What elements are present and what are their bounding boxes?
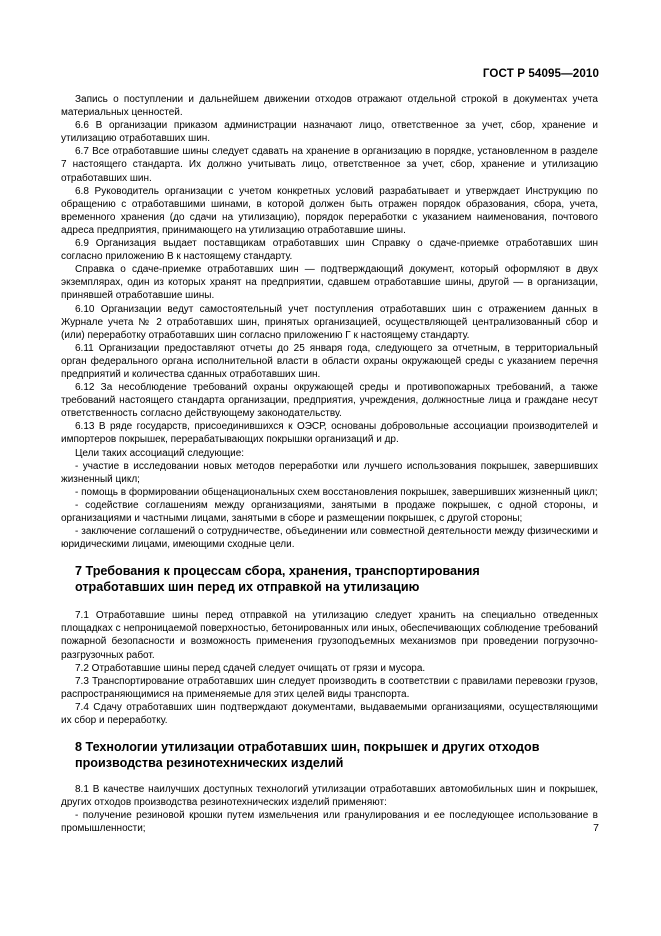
paragraph-6-11: 6.11 Организации предоставляют отчеты до 25 января года, следующего за отчетным, в территориальный орган федерального органа исполнительной власти в области охраны окружающей среды с указанием перечня предприятий и количества сданных отработавших шин. bbox=[61, 342, 598, 380]
paragraph-reference-note: Справка о сдаче-приемке отработавших шин — подтверждающий документ, который оформляют в двух экземплярах, один из которых хранят на предприятии, сдавшем отработавшие шины, другой — в организации, принявшей отработавшие шины. bbox=[61, 264, 598, 302]
list-item-goal-1: - участие в исследовании новых методов переработки или лучшего использования покрышек, завершивших жизненный цикл; bbox=[61, 460, 598, 485]
section-8-heading-line-1: 8 Технологии утилизации отработавших шин, покрышек и других отходов bbox=[75, 740, 540, 755]
list-item-goal-4: - заключение соглашений о сотрудничестве, объединении или совместной деятельности между физическими и юридическими лицами, имеющими сходные цели. bbox=[61, 526, 598, 551]
paragraph-6-6: 6.6 В организации приказом администрации назначают лицо, ответственное за учет, сбор, хранение и утилизацию отработавших шин. bbox=[61, 120, 598, 145]
paragraph-7-4: 7.4 Сдачу отработавших шин подтверждают документами, выдаваемыми организациями, осуществляющими их сбор и переработку. bbox=[61, 701, 598, 727]
paragraph-7-3: 7.3 Транспортирование отработавших шин следует производить в соответствии с правилами перевозки грузов, распространяющимися на применяемые для этих целей виды транспорта. bbox=[61, 675, 598, 700]
paragraph-7-2: 7.2 Отработавшие шины перед сдачей следует очищать от грязи и мусора. bbox=[75, 662, 426, 674]
section-8-heading-line-2: производства резинотехнических изделий bbox=[75, 755, 344, 770]
paragraph-6-13: 6.13 В ряде государств, присоединившихся к ОЭСР, основаны добровольные ассоциации производителей и импортеров покрышек, перерабатывающих покрышки организаций и др. bbox=[61, 421, 598, 446]
paragraph-6-8: 6.8 Руководитель организации с учетом конкретных условий разрабатывает и утверждает Инструкцию по обращению с отработавшими шинами, в которой должен быть отражен порядок образования, сбора, учета, временного хранения (до сдачи на утилизацию), порядок переработки с указанием наименования, почтового адреса предприятия, принимающего на утилизацию отработавшие шины. bbox=[61, 185, 598, 236]
section-8-heading bbox=[61, 740, 598, 771]
paragraph-6-10: 6.10 Организации ведут самостоятельный учет поступления отработавших шин с отражением данных в Журнале учета № 2 отработавших шин, принятых организацией, осуществляющей централизованный сбор и (или) переработку отработавших шин согласно приложению Г к настоящему стандарту. bbox=[61, 303, 598, 341]
paragraph-6-7: 6.7 Все отработавшие шины следует сдавать на хранение в организацию в порядке, установленном в разделе 7 настоящего стандарта. Их должно учитывать лицо, ответственное за учет, сбор, хранение и утилизацию отработавших шин. bbox=[61, 146, 598, 184]
paragraph-6-9: 6.9 Организация выдает поставщикам отработавших шин Справку о сдаче-приемке отработавших шин согласно приложению В к настоящему стандарту. bbox=[61, 238, 598, 263]
paragraph: Запись о поступлении и дальнейшем движении отходов отражают отдельной строкой в документах учета материальных ценностей. bbox=[61, 94, 598, 119]
section-7-heading-line-1: 7 Требования к процессам сбора, хранения, транспортирования bbox=[75, 564, 480, 579]
document-body bbox=[61, 93, 598, 836]
section-7-heading-line-2: отработавших шин перед их отправкой на утилизацию bbox=[75, 579, 420, 594]
paragraph-6-12: 6.12 За несоблюдение требований охраны окружающей среды и противопожарных требований, а также требований настоящего стандарта организации, предприятия, учреждения, должностные лица и граждане несут ответственность согласно действующему законодательству. bbox=[61, 382, 598, 420]
page-number: 7 bbox=[593, 822, 599, 834]
list-item-technology-1: - получение резиновой крошки путем измельчения или гранулирования и ее последующее использование в промышленности; bbox=[61, 810, 598, 835]
section-7-heading bbox=[61, 564, 598, 595]
list-item-goal-2: - помощь в формировании общенациональных схем восстановления покрышек, завершивших жизненный цикл; bbox=[75, 486, 598, 498]
standard-header: ГОСТ Р 54095—2010 bbox=[482, 67, 599, 80]
paragraph-7-1: 7.1 Отработавшие шины перед отправкой на утилизацию следует хранить на специально отведенных площадках с непроницаемой поверхностью, бетонированных или иных, обеспечивающих соблюдение требований пожарной безопасности и возможность применения грузоподъемных механизмов при проведении погрузочно-разгрузочных работ. bbox=[61, 610, 598, 661]
paragraph-8-1: 8.1 В качестве наилучших доступных технологий утилизации отработавших автомобильных шин и покрышек, других отходов производства резинотехнических изделий применяют: bbox=[61, 784, 598, 809]
paragraph-goals-intro: Цели таких ассоциаций следующие: bbox=[75, 447, 245, 459]
list-item-goal-3: - содействие соглашениям между организациями, занятыми в продаже покрышек, с одной стороны, и организациями и частными лицами, занятыми в сборе и размещении покрышек, с другой стороны; bbox=[61, 499, 598, 524]
